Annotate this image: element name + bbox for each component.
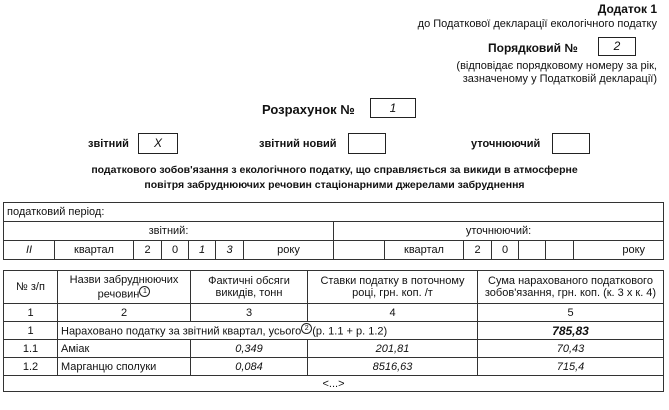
clarifying-year-digit[interactable]: 0: [492, 241, 519, 260]
header-substances-text: Назви забруднюючих речовин: [69, 273, 179, 301]
serial-note-2: зазначеному у Податковій декларації): [462, 73, 657, 85]
clarifying-year-digit[interactable]: 2: [464, 241, 492, 260]
type-new-box[interactable]: [348, 133, 386, 154]
table-row: [4, 340, 664, 358]
col-number: 4: [308, 304, 478, 322]
reporting-year-digit[interactable]: 0: [162, 241, 189, 260]
period-clarifying-label: уточнюючий:: [334, 222, 664, 241]
clarifying-year-digit[interactable]: [546, 241, 574, 260]
header-rate: Ставки податку в поточному році, грн. коп. /т: [308, 271, 478, 304]
serial-note-1: (відповідає порядковому номеру за рік,: [456, 60, 657, 72]
type-reporting-box[interactable]: X: [138, 133, 178, 154]
row-num: 1.1: [4, 340, 58, 358]
row-volume[interactable]: 0,349: [191, 340, 308, 358]
type-new-label: звітний новий: [259, 138, 337, 150]
reporting-year-digit[interactable]: 2: [134, 241, 162, 260]
clarifying-year-word: року: [574, 241, 664, 260]
reporting-year-digit[interactable]: 3: [216, 241, 244, 260]
appendix-subtitle: до Податкової декларації екологічного податку: [417, 18, 657, 30]
reporting-quarter-cell[interactable]: II: [4, 241, 55, 260]
appendix-title: Додаток 1: [597, 2, 657, 16]
period-reporting-label: звітний:: [4, 222, 334, 241]
period-label: податковий період:: [4, 203, 664, 222]
calc-label: Розрахунок №: [262, 102, 355, 117]
row-sum[interactable]: 70,43: [478, 340, 664, 358]
reporting-year-word: року: [244, 241, 334, 260]
serial-box[interactable]: 2: [598, 37, 636, 56]
table-row: [4, 358, 664, 376]
more-rows-indicator: <...>: [4, 376, 664, 392]
row-sum[interactable]: 715,4: [478, 358, 664, 376]
type-clarifying-label: уточнюючий: [471, 138, 541, 150]
header-substances: [58, 271, 191, 304]
reporting-quarter-word: квартал: [55, 241, 134, 260]
header-num: № з/п: [4, 271, 58, 304]
type-reporting-label: звітний: [88, 138, 129, 150]
header-volume: Фактичні обсяги викидів, тонн: [191, 271, 308, 304]
form-title-line-2: повітря забруднюючих речовин стаціонарними джерелами забруднення: [144, 179, 525, 191]
total-ref: (р. 1.1 + р. 1.2): [312, 325, 388, 338]
footnote-1-icon: 1: [139, 286, 150, 297]
col-number: 1: [4, 304, 58, 322]
clarifying-year-digit[interactable]: [519, 241, 546, 260]
serial-label: Порядковий №: [488, 41, 578, 55]
total-row: [4, 322, 664, 340]
clarifying-quarter-cell[interactable]: [334, 241, 385, 260]
col-number: 2: [58, 304, 191, 322]
footnote-2-icon: 2: [301, 323, 312, 334]
form-title-line-1: податкового зобов'язання з екологічного податку, що справляється за викиди в атмосферне: [91, 164, 578, 176]
row-substance[interactable]: Аміак: [58, 340, 191, 358]
total-sum[interactable]: 785,83: [478, 322, 664, 340]
row-substance[interactable]: Марганцю сполуки: [58, 358, 191, 376]
tax-table: [3, 270, 664, 392]
calc-box[interactable]: 1: [370, 98, 416, 118]
header-sum: Сума нарахованого податкового зобов'язання, грн. коп. (к. 3 х к. 4): [478, 271, 664, 304]
row-num: 1.2: [4, 358, 58, 376]
period-table: [3, 202, 664, 260]
type-clarifying-box[interactable]: [552, 133, 590, 154]
row-rate[interactable]: 8516,63: [308, 358, 478, 376]
row-volume[interactable]: 0,084: [191, 358, 308, 376]
clarifying-quarter-word: квартал: [385, 241, 464, 260]
row-rate[interactable]: 201,81: [308, 340, 478, 358]
total-label-cell: [58, 322, 478, 340]
total-num: 1: [4, 322, 58, 340]
col-number: 3: [191, 304, 308, 322]
reporting-year-digit[interactable]: 1: [189, 241, 216, 260]
col-number: 5: [478, 304, 664, 322]
total-label: Нараховано податку за звітний квартал, усього: [61, 325, 302, 338]
